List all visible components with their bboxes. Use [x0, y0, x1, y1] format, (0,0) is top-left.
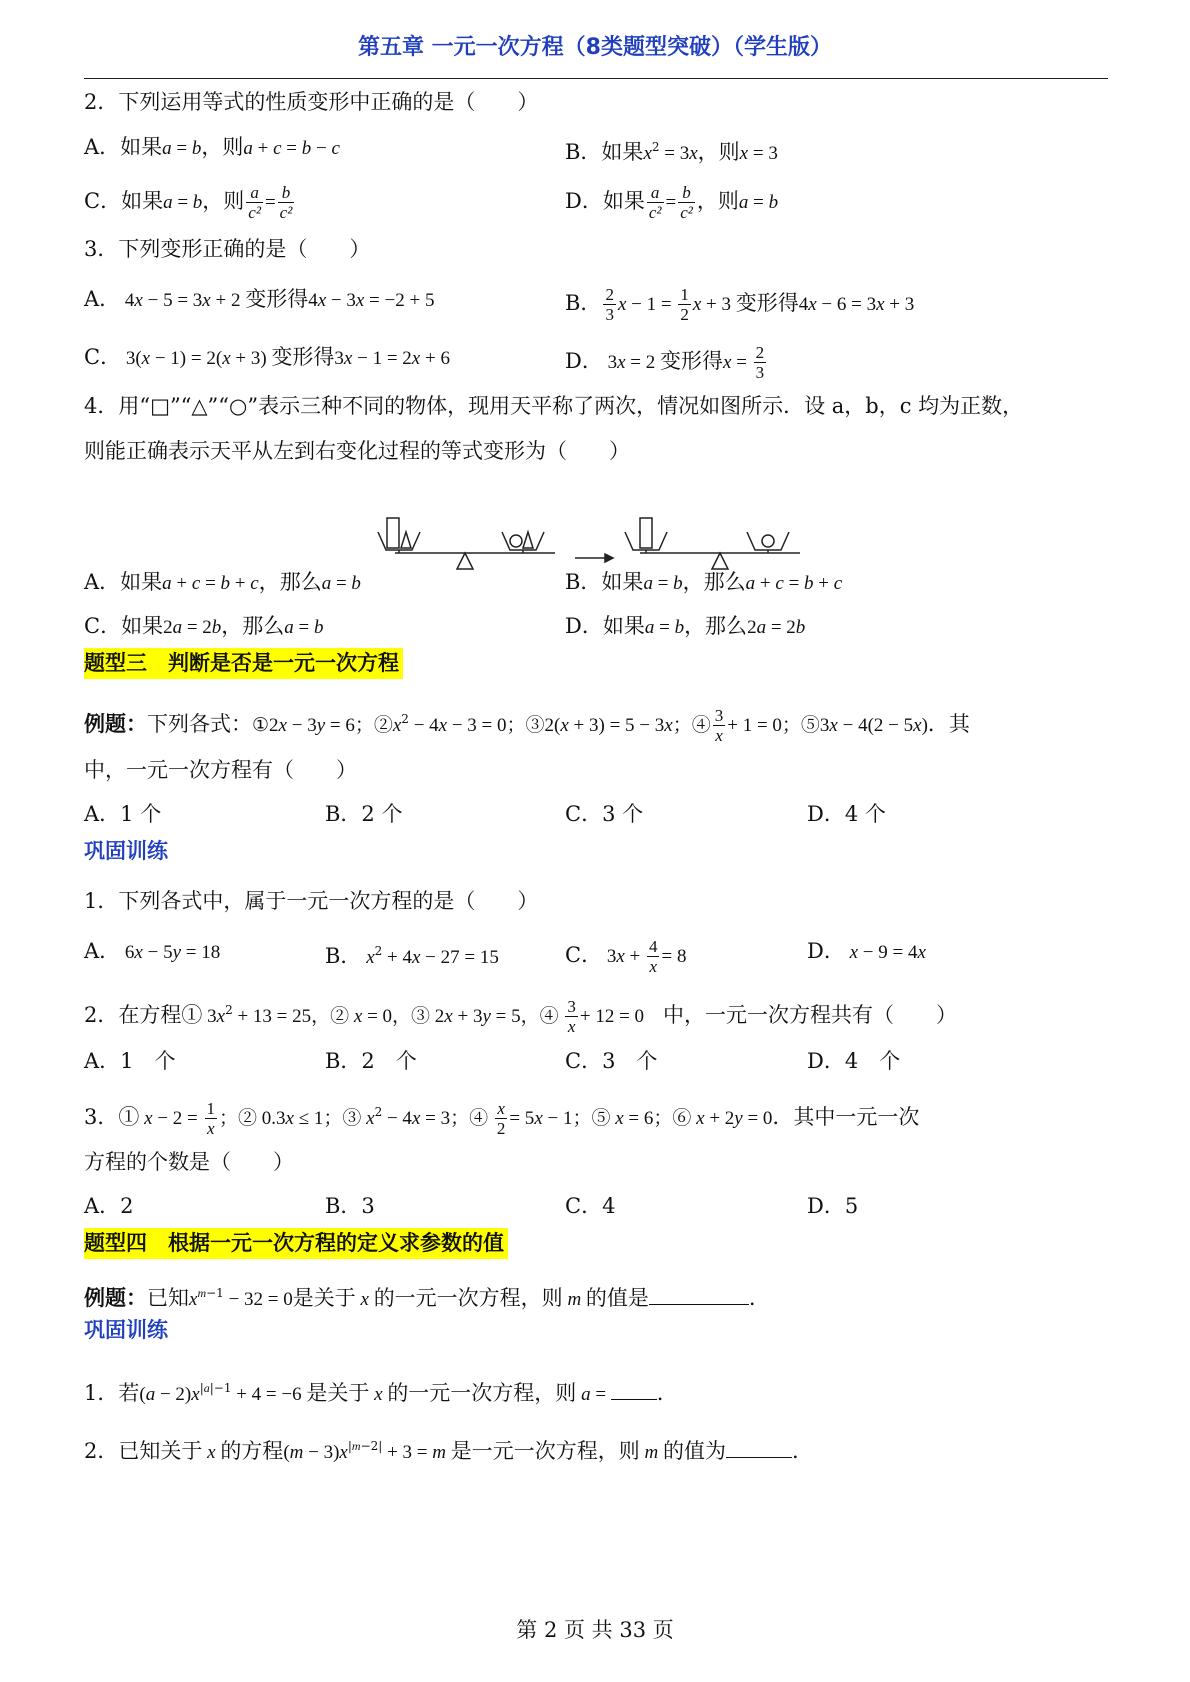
q4-option-c: C．如果2a = 2b，那么a = b	[84, 614, 324, 638]
page-header: 第五章 一元一次方程（8类题型突破）（学生版）	[358, 35, 832, 60]
q2-option-a: A．如果a = b，则a + c = b − c	[84, 135, 340, 159]
s3-p3-stem: 3．① x − 2 = $\frac{1}{x}$ ；② 0.3x ≤ 1；③ $x^2 - 4x = 3$；④ $\frac{x}{2}$ = 5x − 1；⑤ x = 6；⑥ x + 2y = 0．其中一元一次	[84, 1099, 920, 1138]
q2-stem: 2．下列运用等式的性质变形中正确的是（ ）	[84, 90, 539, 114]
s3-p3-option-b: B．3	[325, 1194, 375, 1218]
q4-option-b: B．如果a = b，那么a + c = b + c	[565, 570, 843, 594]
section3-consolidate-heading: 巩固训练	[84, 839, 168, 863]
section3-example: 例题：下列各式：①2x − 3y = 6；$②x^2 - 4x - 3 = 0$；③2(x + 3) = 5 − 3x；④ $\frac{3}{x}$ + 1 = 0；⑤3x − 4(2 − 5x)．其	[84, 706, 970, 745]
q2-option-d: D．如果 $\frac{a}{\text{c²}}$ = $\frac{b}{\text{c²}}$ ，则a = b	[565, 183, 779, 222]
s3-p3-option-d: D．5	[807, 1194, 859, 1218]
section4-example: 例题：已知$x^{m-1} - 32 = 0$是关于 x 的一元一次方程，则 m 的值是 .	[84, 1279, 756, 1314]
q4-stem-line2: 则能正确表示天平从左到右变化过程的等式变形为（ ）	[84, 439, 630, 463]
section3-example-option-a: A．1 个	[84, 802, 162, 826]
q2-option-c: C．如果a = b，则 $\frac{a}{\text{c²}}$ = $\frac{b}{\text{c²}}$	[84, 183, 293, 222]
page-footer: 第 2 页 共 33 页	[516, 1618, 674, 1642]
section3-example-line2: 中，一元一次方程有（ ）	[84, 758, 357, 782]
section3-example-option-b: B．2 个	[325, 802, 403, 826]
q3-option-a: A． 4x − 5 = 3x + 2 变形得4x − 3x = −2 + 5	[84, 287, 435, 311]
q3-stem: 3．下列变形正确的是（ ）	[84, 237, 371, 261]
s3-p3-option-c: C．4	[565, 1194, 616, 1218]
s3-p1-option-b: B． $x^2 + 4x - 27 = 15$	[325, 944, 499, 968]
q4-option-a: A．如果a + c = b + c，那么a = b	[84, 570, 361, 594]
s3-p1-option-c: C． 3x + $\frac{4}{x}$ = 8	[565, 937, 687, 976]
section3-example-option-d: D．4 个	[807, 802, 886, 826]
q3-option-b: B． $\frac{2}{3}$ x − 1 = $\frac{1}{2}$ x + 3 变形得4x − 6 = 3x + 3	[565, 285, 915, 324]
section3-title: 题型三 判断是否是一元一次方程	[84, 648, 403, 679]
q4-option-d: D．如果a = b，那么2a = 2b	[565, 614, 806, 638]
s4-p1: 1．若$(a - 2)x^{|a|-1} + 4 = -6$ 是关于 x 的一元一次方程，则 a = .	[84, 1374, 663, 1409]
s3-p3-option-a: A．2	[84, 1194, 134, 1218]
q4-stem-line1: 4．用“□”“△”“○”表示三种不同的物体，现用天平称了两次，情况如图所示．设 a，b，c 均为正数，	[84, 394, 1024, 418]
s3-p1-stem: 1．下列各式中，属于一元一次方程的是（ ）	[84, 889, 539, 913]
s3-p2-stem: 2．在方程① $3x^2 + 13 = 25$，② x = 0，③ 2x + 3y = 5，④ $\frac{3}{x}$ + 12 = 0 中，一元一次方程共有（ ）	[84, 997, 958, 1036]
q3-option-c: C． 3(x − 1) = 2(x + 3) 变形得3x − 1 = 2x + 6	[84, 345, 450, 369]
section3-example-option-c: C．3 个	[565, 802, 644, 826]
s4-p2: 2．已知关于 x 的方程$(m - 3)x^{|m-2|} + 3 = m$ 是一元一次方程，则 m 的值为 .	[84, 1432, 799, 1467]
s3-p2-option-d: D．4 个	[807, 1049, 901, 1073]
s3-p1-option-a: A． 6x − 5y = 18	[84, 939, 221, 963]
s3-p2-option-b: B．2 个	[325, 1049, 417, 1073]
section4-title: 题型四 根据一元一次方程的定义求参数的值	[84, 1228, 508, 1259]
section4-consolidate-heading: 巩固训练	[84, 1318, 168, 1342]
s3-p3-stem-line2: 方程的个数是（ ）	[84, 1150, 294, 1174]
s3-p1-option-d: D． x − 9 = 4x	[807, 939, 926, 963]
header-rule	[84, 78, 1108, 79]
q3-option-d: D． 3x = 2 变形得x = $\frac{2}{3}$	[565, 343, 765, 382]
s3-p2-option-c: C．3 个	[565, 1049, 658, 1073]
q2-option-b: B．如果$x^2 = 3x$，则x = 3	[565, 140, 778, 164]
s3-p2-option-a: A．1 个	[84, 1049, 176, 1073]
